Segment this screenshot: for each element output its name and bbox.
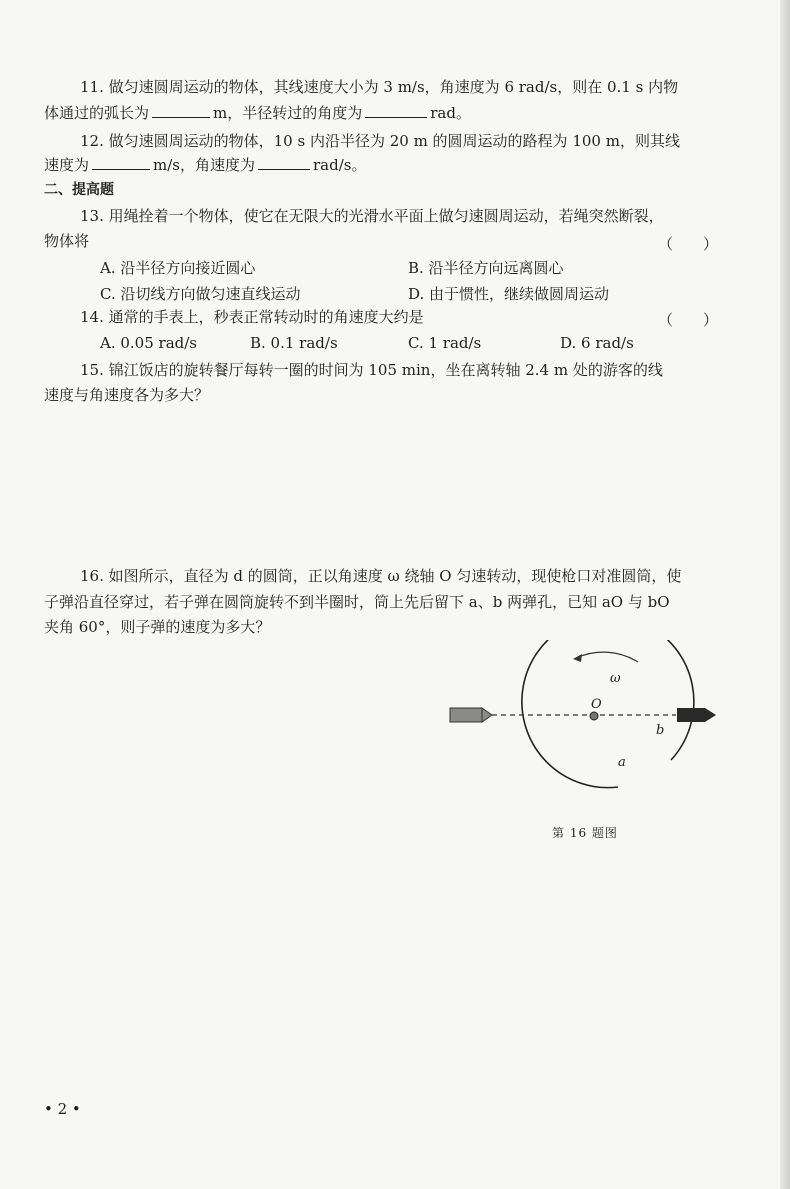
bullet-right [677,708,716,722]
q16-line2: 子弹沿直径穿过，若子弹在圆筒旋转不到半圈时，筒上先后留下 a、b 两弹孔，已知 aO 与 bO [44,593,670,611]
q13-option-d[interactable]: D. 由于惯性，继续做圆周运动 [408,285,610,303]
q12-blank-speed[interactable] [92,155,150,170]
center-label: O [591,697,602,712]
cylinder-outline [522,640,694,788]
q16-figure [440,640,730,820]
q12-blank-omega[interactable] [258,155,310,170]
q12-line2 [44,155,744,175]
section-title: 二、提高题 [44,182,114,198]
q15-line1: 15. 锦江饭店的旋转餐厅每转一圈的时间为 105 min，坐在离转轴 2.4 m 处的游客的线 [80,361,663,379]
q13-line2: 物体将 [44,232,90,250]
q13-option-b[interactable]: B. 沿半径方向远离圆心 [408,259,564,277]
q14-option-b[interactable]: B. 0.1 rad/s [250,334,338,352]
figure-caption: 第 16 题图 [552,826,618,840]
rotation-arrowhead [573,654,582,662]
q14-line1: 14. 通常的手表上，秒表正常转动时的角速度大约是 [80,308,424,326]
q14-option-c[interactable]: C. 1 rad/s [408,334,482,352]
q15-line2: 速度与角速度各为多大？ [44,386,210,404]
q13-line1: 13. 用绳拴着一个物体，使它在无限大的光滑水平面上做匀速圆周运动，若绳突然断裂， [80,207,664,225]
q12-text-b: m/s，角速度为 [153,156,255,174]
q13-option-a[interactable]: A. 沿半径方向接近圆心 [100,259,256,277]
q11-text-a: 体通过的弧长为 [44,104,150,122]
q14-option-d[interactable]: D. 6 rad/s [560,334,634,352]
q11-line1: 11. 做匀速圆周运动的物体，其线速度大小为 3 m/s，角速度为 6 rad/s，则在 0.1 s 内物 [80,78,679,96]
rotation-arc [576,652,638,662]
q16-line3: 夹角 60°，则子弹的速度为多大？ [44,618,271,636]
gun-muzzle-left [450,708,492,722]
q11-blank-arc[interactable] [152,103,210,118]
hole-b-label: b [656,723,665,738]
axis-center-dot [590,712,598,720]
q14-option-a[interactable]: A. 0.05 rad/s [100,334,198,352]
q14-answer-paren[interactable]: （ ） [657,311,718,329]
q12-line1: 12. 做匀速圆周运动的物体，10 s 内沿半径为 20 m 的圆周运动的路程为 100 m，则其线 [80,132,680,150]
page-edge-shadow [780,0,790,1189]
q11-blank-angle[interactable] [365,103,427,118]
q11-line2 [44,103,744,123]
q11-text-c: rad。 [430,104,471,122]
hole-a-label: a [618,755,626,770]
q13-answer-paren[interactable]: （ ） [657,235,718,253]
q16-line1: 16. 如图所示，直径为 d 的圆筒，正以角速度 ω 绕轴 O 匀速转动，现使枪口对准圆筒，使 [80,567,682,585]
page-number: • 2 • [44,1100,81,1118]
q12-text-c: rad/s。 [313,156,367,174]
omega-label: ω [610,671,621,686]
q12-text-a: 速度为 [44,156,90,174]
q11-text-b: m，半径转过的角度为 [213,104,363,122]
q13-option-c[interactable]: C. 沿切线方向做匀速直线运动 [100,285,301,303]
